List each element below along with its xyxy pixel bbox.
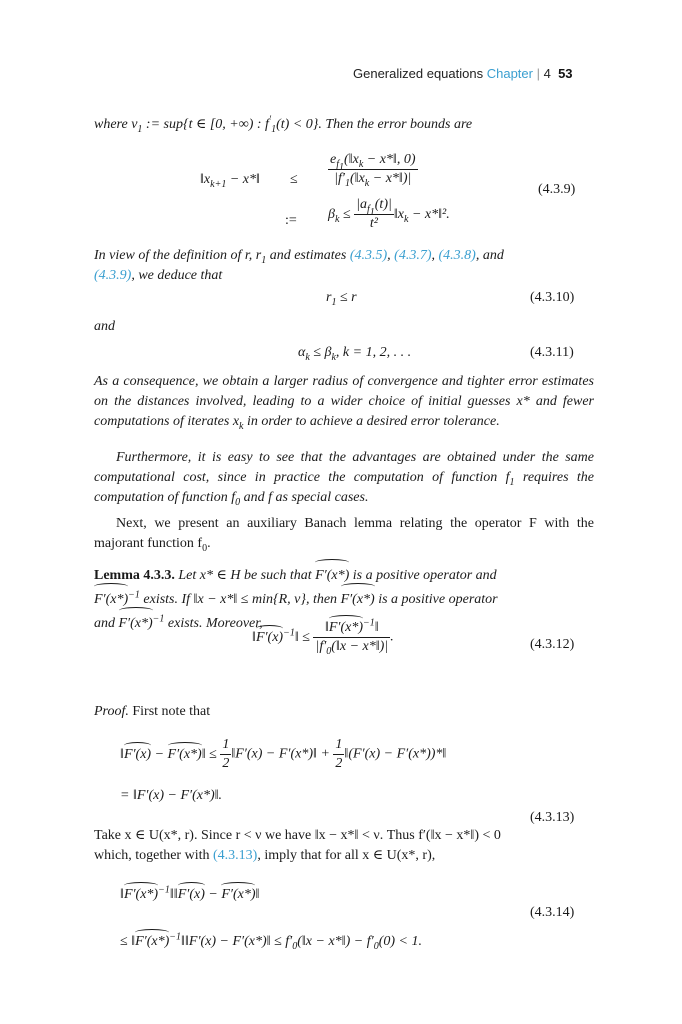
- p1-c: , and: [475, 248, 504, 263]
- frac-num-e: e: [330, 152, 337, 167]
- p4-b: .: [207, 536, 211, 551]
- eq14-hat-Fxs2: F′(x*): [221, 887, 256, 902]
- equation-number-4-3-12: (4.3.12): [530, 637, 575, 652]
- p3-c: and f as special cases.: [240, 490, 369, 505]
- ref-4-3-13[interactable]: (4.3.13): [212, 848, 258, 863]
- header-title: Generalized equations: [353, 66, 484, 81]
- equation-4-3-9-define: :=: [285, 213, 297, 228]
- paragraph-consequence: [94, 372, 594, 432]
- p5-a: Take x ∈ U(x*, r). Since r < ν we have ‖x − x*‖ < ν. Thus f′(‖x − x*‖) < 0: [94, 828, 501, 843]
- proof-start: [94, 702, 210, 722]
- hat-F-xstar-3: F′(x*): [341, 588, 375, 612]
- lem-f: exists. Moreover,: [164, 616, 263, 631]
- eq13-hat-Fxs: F′(x*): [167, 746, 202, 762]
- lem-a: Let x* ∈ H be such that: [174, 568, 316, 583]
- running-header: [353, 66, 573, 81]
- le-r: ≤ r: [336, 290, 357, 305]
- header-chapter-number: 4: [543, 66, 551, 81]
- p1-d: , we deduce that: [131, 268, 223, 283]
- frac2-num-b: (t)|: [374, 197, 392, 212]
- header-separator: |: [536, 66, 540, 81]
- lem-d: is a positive operator: [374, 592, 498, 607]
- equation-4-3-10: $r_1 \le r$: [326, 290, 357, 308]
- proof-label: Proof.: [94, 704, 129, 719]
- eq14-inv2: −1: [169, 931, 182, 943]
- tail-a: ‖x: [393, 206, 404, 222]
- paragraph-next: Next, we present an auxiliary Banach lemma relating the operator F with the majorant function $f_0$.: [94, 516, 594, 554]
- eq12-hat-Fx: F′(x): [255, 629, 284, 645]
- equation-number-4-3-11: (4.3.11): [530, 345, 574, 360]
- k-range: , k = 1, 2, . . .: [335, 345, 412, 360]
- p5-c: , imply that for all x ∈ U(x*, r),: [257, 848, 436, 863]
- p3-b: requires the computation of function f: [94, 470, 594, 505]
- r1: r: [326, 290, 332, 305]
- eq14-hat-Fxs: F′(x*): [123, 887, 159, 902]
- tail-b: − x*‖².: [408, 206, 450, 222]
- p5-b: which, together with: [94, 848, 213, 863]
- alpha: α: [298, 345, 306, 360]
- hat-F-xstar: F′(x*): [315, 564, 349, 588]
- le: ≤: [339, 206, 355, 222]
- p1-b: and estimates: [266, 248, 350, 263]
- p2-text: As a consequence, we obtain a larger radius of convergence and tighter error estimates on the distances involved, leading to a wider choice of initial guesses x* and fewer computations of iterates x: [94, 374, 594, 429]
- eq-norm-tail: − x*‖: [226, 172, 260, 187]
- equation-4-3-14-line2: ≤ $‖F'(x*)^{-1}‖‖F'(x)$ − F′(x*)‖ ≤ $f'_0(‖x$ − x*‖) − $f'_0(0) < 1$.: [120, 931, 422, 952]
- frac2-num-a: |a: [356, 197, 367, 212]
- text-error-bounds: (t) < 0}. Then the error bounds are: [276, 117, 473, 132]
- proof-text: First note that: [128, 704, 211, 719]
- inv-1: −1: [128, 589, 140, 601]
- p2-end: in order to achieve a desired error tolerance.: [243, 414, 500, 429]
- equation-number-4-3-9: (4.3.9): [538, 182, 576, 197]
- header-chapter: Chapter: [486, 66, 533, 81]
- equation-4-3-14-line1: $‖F'(x*)^{-1}‖‖F'(x)$ − F′(x*)‖: [120, 884, 260, 902]
- frac2-den: t²: [369, 216, 379, 231]
- text-and: and: [94, 319, 115, 334]
- equation-4-3-13-line2: = ‖F′(x) − F′(x*)‖.: [120, 788, 223, 803]
- frac-num-c: − x*‖, 0): [363, 152, 416, 167]
- equation-4-3-9-beta: $\beta_k$ ≤ $\frac{|a_{f_1}(t)|}{\text{t²}}$ $‖x_k$ − x*‖².: [328, 197, 450, 231]
- equation-number-4-3-10: (4.3.10): [530, 290, 575, 305]
- eq14-hat-Fxs3: F′(x*): [135, 934, 170, 949]
- p4-a: Next, we present an auxiliary Banach lemma relating the operator F with the majorant function f: [94, 516, 594, 551]
- lemma-label: Lemma 4.3.3.: [94, 568, 175, 583]
- equation-number-4-3-14: (4.3.14): [530, 905, 575, 920]
- frac-den-c: − x*‖)|: [369, 171, 412, 186]
- page-number: 53: [558, 66, 573, 81]
- eq12-inv2: −1: [363, 617, 375, 629]
- frac-den-a: |f′: [334, 171, 345, 186]
- eq14-hat-Fx: F′(x): [177, 887, 205, 902]
- eq13-hat-Fx: F′(x): [123, 746, 152, 762]
- beta: β: [328, 206, 335, 222]
- eq12-hat-Fxs: F′(x*): [328, 620, 364, 635]
- p3-a: Furthermore, it is easy to see that the advantages are obtained under the same computational cost, since in practice the computation of function f: [94, 450, 594, 485]
- p2-sub: k: [239, 420, 244, 432]
- paragraph-in-view: In view of the definition of r, $r_1$ and estimates (4.3.5), (4.3.7), (4.3.8), and (4.3.9), we deduce that: [94, 248, 504, 283]
- lem-c: exists. If ‖x − x*‖ ≤ min{R, ν}, then: [139, 592, 341, 607]
- eq-norm: ‖x: [200, 172, 211, 187]
- le-beta: ≤ β: [309, 345, 332, 360]
- equation-4-3-9-fraction: $\frac{e_{f_1}(‖x_k - x*‖, 0)}{|f'_1(‖x_k - x*‖)|}$: [330, 152, 416, 189]
- equation-4-3-12: $‖F'(x)^{-1}‖$ ≤ $\frac{‖F'(x*)^{-1}‖}{|f'_0(‖x - x*‖)|}$ .: [252, 617, 394, 657]
- text-sup: := sup{t ∈ [0, +∞) : f: [142, 117, 269, 132]
- ref-4-3-8[interactable]: (4.3.8): [438, 248, 476, 263]
- equation-4-3-9-lhs: $‖x_{k+1}$ − x*‖: [200, 172, 260, 190]
- paragraph-intro: where $\nu_1$ := sup{t ∈ [0, +∞) : $f'_1(t) < 0$}. Then the error bounds are: [94, 114, 473, 135]
- text-where: where ν: [94, 117, 138, 132]
- inv-2: −1: [152, 613, 165, 625]
- paragraph-furthermore: Furthermore, it is easy to see that the advantages are obtained under the same computational cost, since in practice the computation of function $f_1$ requires the computation of function $f_0$ and f as special cases.: [94, 450, 594, 508]
- equation-number-4-3-13: (4.3.13): [530, 810, 575, 825]
- p1-a: In view of the definition of r, r: [94, 248, 262, 263]
- equation-4-3-9-relation: ≤: [290, 172, 298, 187]
- equation-4-3-13-line1: ‖F′(x) − F′(x*)‖ ≤ $\frac{1}{2}$ ‖F′(x) − F′(x*)‖ + $\frac{1}{2}$ ‖(F′(x) − F′(x*))*‖: [120, 737, 447, 771]
- ref-4-3-5[interactable]: (4.3.5): [349, 248, 388, 263]
- ref-4-3-9[interactable]: (4.3.9): [94, 268, 132, 283]
- hat-F-xstar-2: F′(x*): [94, 588, 128, 612]
- eq12-inv: −1: [283, 626, 295, 638]
- frac-den-b: (‖x: [349, 171, 365, 186]
- lem-e: and: [94, 616, 119, 631]
- eq14-inv: −1: [158, 884, 170, 896]
- ref-4-3-7[interactable]: (4.3.7): [394, 248, 432, 263]
- frac-num-b: (‖x: [344, 152, 359, 167]
- hat-F-xstar-4: F′(x*): [119, 612, 153, 636]
- paragraph-take: [94, 826, 594, 866]
- lem-b: is a positive operator and: [349, 568, 497, 583]
- equation-4-3-11: $\alpha_k \le \beta_k$, k = 1, 2, . . .: [298, 345, 412, 363]
